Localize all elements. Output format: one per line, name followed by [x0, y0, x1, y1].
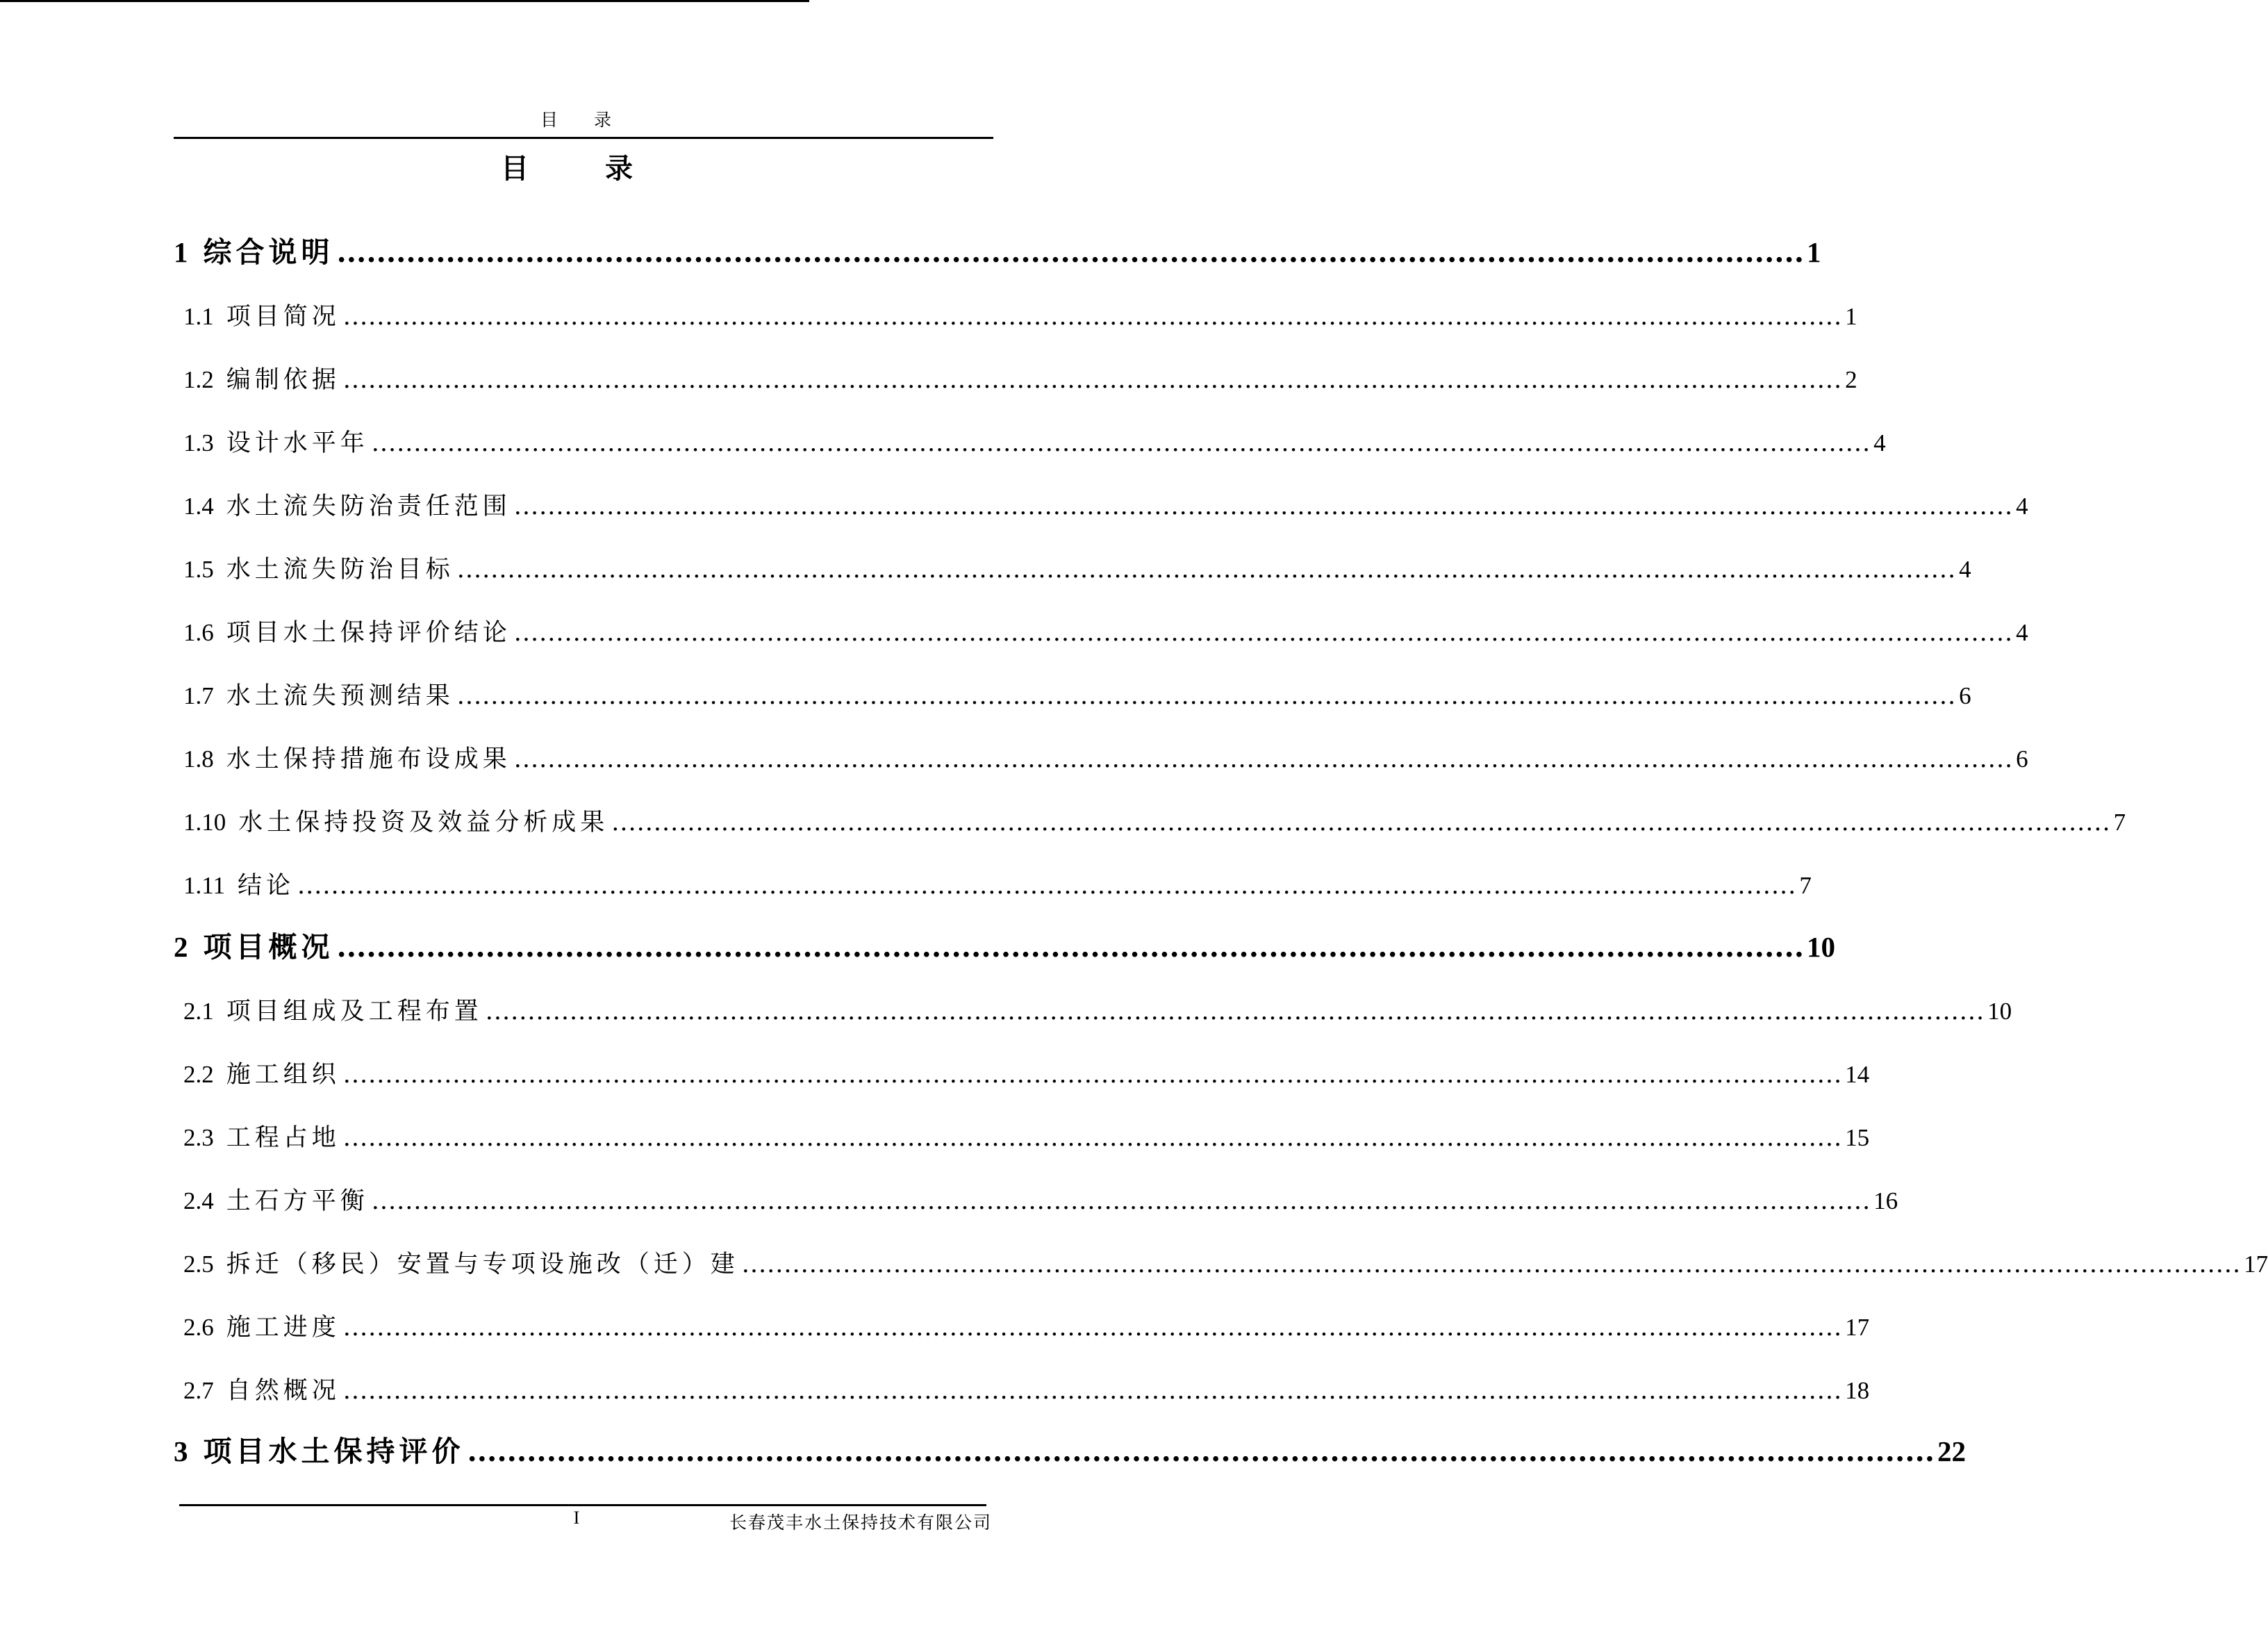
toc-entry-title: 项目水土保持评价结论: [226, 619, 511, 647]
toc-entry[interactable]: [174, 803, 2126, 836]
toc-dot-leader: ....................................................................................................................................................: [336, 236, 1805, 269]
toc-entry-number: 1.6: [183, 619, 214, 646]
toc-entry-number: 1.3: [183, 429, 214, 456]
toc-entry-page: 1: [1845, 303, 1857, 330]
toc-entry-title: 水土流失防治责任范围: [226, 493, 511, 520]
toc-dot-leader: ..................................................................................................................................................................................: [342, 1314, 1843, 1342]
toc-entry-number: 2.6: [183, 1314, 214, 1341]
toc-entry-title: 工程占地: [226, 1124, 340, 1152]
toc-entry-page: 14: [1845, 1061, 1870, 1088]
toc-dot-leader: ..................................................................................................................................................................................: [297, 872, 1797, 900]
toc-entry-page: 1: [1807, 236, 1821, 268]
toc-dot-leader: ..................................................................................................................................................................................: [456, 682, 1957, 710]
toc-entry[interactable]: [174, 866, 1812, 900]
toc-entry-number: 2: [174, 931, 188, 963]
toc-entry-number: 1: [174, 236, 188, 268]
running-header: 目 录: [540, 110, 627, 130]
toc-dot-leader: ..................................................................................................................................................................................: [485, 998, 1985, 1025]
toc-entry-title: 水土流失防治目标: [226, 556, 454, 584]
toc-entry-number: 1.7: [183, 682, 214, 709]
toc-entry-page: 7: [1799, 872, 1812, 899]
toc-entry[interactable]: [174, 297, 1857, 331]
toc-entry-title: 拆迁（移民）安置与专项设施改（迁）建: [226, 1251, 739, 1278]
toc-entry[interactable]: [174, 487, 2028, 520]
toc-entry-number: 2.7: [183, 1377, 214, 1404]
toc-entry[interactable]: [174, 1182, 1898, 1215]
toc-entry[interactable]: [174, 924, 1836, 964]
toc-entry-title: 水土流失预测结果: [226, 682, 454, 710]
toc-entry-title: 项目水土保持评价: [203, 1435, 465, 1468]
toc-dot-leader: ..................................................................................................................................................................................: [611, 809, 2111, 836]
toc-entry-page: 6: [1959, 682, 1971, 709]
toc-dot-leader: ..................................................................................................................................................................................: [342, 1061, 1843, 1089]
toc-entry-number: 2.2: [183, 1061, 214, 1088]
toc-entry[interactable]: [174, 424, 1886, 457]
toc-entry-page: 17: [2244, 1251, 2268, 1278]
footer-rule: [179, 1504, 986, 1506]
toc-dot-leader: ..................................................................................................................................................................................: [513, 493, 2014, 520]
toc-entry[interactable]: [174, 1119, 1870, 1152]
toc-entry-title: 水土保持措施布设成果: [226, 745, 511, 773]
toc-entry-title: 结论: [237, 872, 295, 900]
toc-dot-leader: ..................................................................................................................................................................................: [342, 1377, 1843, 1405]
toc-entry-page: 22: [1937, 1435, 1967, 1467]
toc-dot-leader: ..................................................................................................................................................................................: [342, 303, 1843, 331]
toc-entry[interactable]: [174, 613, 2028, 647]
toc-entry[interactable]: [174, 1428, 1967, 1468]
toc-entry-number: 2.1: [183, 998, 214, 1025]
toc-entry-title: 项目组成及工程布置: [226, 998, 483, 1025]
toc-entry-title: 综合说明: [203, 236, 334, 269]
footer-company-name: 长春茂丰水土保持技术有限公司: [729, 1512, 992, 1533]
toc-entry-title: 水土保持投资及效益分析成果: [238, 809, 609, 836]
toc-dot-leader: ..................................................................................................................................................................................: [342, 366, 1843, 394]
toc-entry-number: 3: [174, 1435, 188, 1467]
toc-entry[interactable]: [174, 1245, 2268, 1278]
footer-page-number: I: [573, 1508, 580, 1528]
toc-dot-leader: ....................................................................................................................................................: [467, 1435, 1935, 1468]
toc-dot-leader: ..................................................................................................................................................................................: [342, 1124, 1843, 1152]
toc-entry-page: 10: [1807, 931, 1836, 963]
toc-entry[interactable]: [174, 361, 1857, 394]
toc-entry-title: 项目简况: [226, 303, 340, 331]
toc-entry-title: 土石方平衡: [226, 1187, 369, 1215]
toc-entry-number: 2.5: [183, 1251, 214, 1278]
toc-entry[interactable]: [174, 992, 2012, 1025]
toc-entry-page: 10: [1987, 998, 2012, 1025]
toc-entry[interactable]: [174, 1308, 1870, 1342]
toc-entry-number: 1.4: [183, 493, 214, 520]
toc-entry-title: 自然概况: [226, 1377, 340, 1405]
toc-entry[interactable]: [174, 1371, 1870, 1405]
toc-entry-page: 4: [1959, 556, 1971, 583]
toc-entry-number: 1.8: [183, 745, 214, 773]
toc-entry-number: 1.2: [183, 366, 214, 393]
toc-entry-page: 4: [1873, 429, 1886, 456]
toc-entry-number: 1.5: [183, 556, 214, 583]
toc-entry-number: 2.3: [183, 1124, 214, 1151]
toc-dot-leader: ..................................................................................................................................................................................: [456, 556, 1957, 584]
toc-entry-page: 4: [2016, 619, 2028, 646]
toc-entry-number: 1.11: [183, 872, 225, 899]
table-of-contents: [174, 0, 2268, 1625]
toc-dot-leader: ..................................................................................................................................................................................: [371, 1187, 1871, 1215]
toc-dot-leader: ..................................................................................................................................................................................: [513, 619, 2014, 647]
toc-entry-page: 17: [1845, 1314, 1870, 1341]
toc-entry-page: 2: [1845, 366, 1857, 393]
toc-entry-page: 16: [1873, 1187, 1898, 1214]
toc-entry-number: 1.10: [183, 809, 226, 836]
toc-entry[interactable]: [174, 229, 1821, 269]
toc-entry-title: 施工组织: [226, 1061, 340, 1089]
toc-entry[interactable]: [174, 740, 2028, 773]
toc-entry-title: 项目概况: [203, 930, 334, 964]
toc-entry[interactable]: [174, 550, 1971, 584]
page-title: 目 录: [501, 152, 666, 185]
toc-entry-title: 设计水平年: [226, 429, 369, 457]
toc-entry[interactable]: [174, 1055, 1870, 1089]
toc-dot-leader: ..................................................................................................................................................................................: [371, 429, 1871, 457]
toc-entry-page: 15: [1845, 1124, 1870, 1151]
toc-entry-page: 18: [1845, 1377, 1870, 1404]
toc-entry-page: 6: [2016, 745, 2028, 773]
toc-dot-leader: ..................................................................................................................................................................................: [513, 745, 2014, 773]
toc-entry-number: 2.4: [183, 1187, 214, 1214]
toc-dot-leader: ..................................................................................................................................................................................: [741, 1251, 2242, 1278]
toc-entry-page: 4: [2016, 493, 2028, 520]
toc-entry-number: 1.1: [183, 303, 214, 330]
toc-entry-title: 施工进度: [226, 1314, 340, 1342]
toc-entry-page: 7: [2113, 809, 2126, 836]
toc-entry-title: 编制依据: [226, 366, 340, 394]
toc-entry[interactable]: [174, 677, 1971, 710]
toc-dot-leader: ....................................................................................................................................................: [336, 930, 1805, 964]
